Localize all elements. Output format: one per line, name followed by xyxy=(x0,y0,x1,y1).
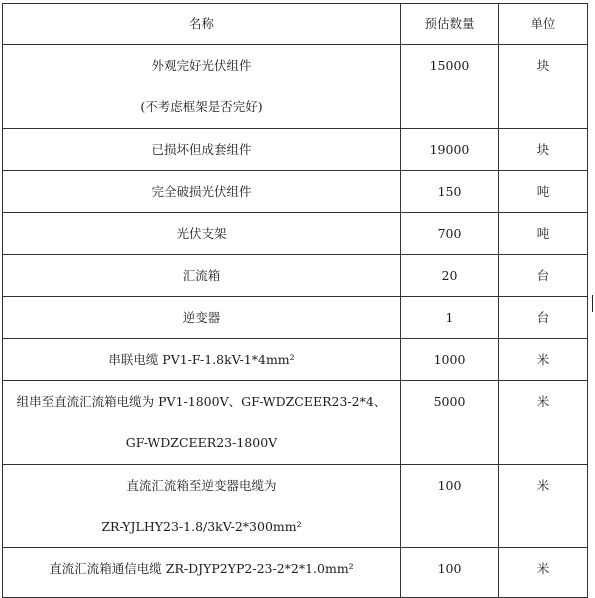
column-header-unit: 单位 xyxy=(499,4,588,45)
item-name: 逆变器 xyxy=(3,297,401,339)
item-quantity: 1000 xyxy=(401,339,499,381)
table-row xyxy=(3,45,588,129)
column-header-quantity: 预估数量 xyxy=(401,4,499,45)
item-unit: 米 xyxy=(499,381,588,465)
inventory-table xyxy=(2,3,588,598)
item-note: (不考虑框架是否完好) xyxy=(140,99,263,114)
item-name: 直流汇流箱通信电缆 ZR-DJYP2YP2-23-2*2*1.0mm² xyxy=(3,548,401,598)
item-unit: 台 xyxy=(499,255,588,297)
item-unit: 米 xyxy=(499,339,588,381)
column-header-name: 名称 xyxy=(3,4,401,45)
item-unit: 米 xyxy=(499,465,588,548)
item-quantity: 19000 xyxy=(401,129,499,171)
item-quantity: 100 xyxy=(401,465,499,548)
item-name-cell xyxy=(3,381,401,465)
item-name: 汇流箱 xyxy=(3,255,401,297)
item-name: 外观完好光伏组件 xyxy=(151,58,252,73)
item-name-continued: ZR-YJLHY23-1.8/3kV-2*300mm² xyxy=(101,519,302,534)
table-row xyxy=(3,548,588,598)
item-quantity: 1 xyxy=(401,297,499,339)
item-quantity: 20 xyxy=(401,255,499,297)
item-name: 组串至直流汇流箱电缆为 PV1-1800V、GF-WDZCEER23-2*4、 xyxy=(16,394,387,409)
table-row xyxy=(3,339,588,381)
table-row xyxy=(3,381,588,465)
item-unit: 吨 xyxy=(499,213,588,255)
item-unit: 吨 xyxy=(499,171,588,213)
table-row xyxy=(3,465,588,548)
item-name: 光伏支架 xyxy=(3,213,401,255)
table-row xyxy=(3,171,588,213)
item-unit: 块 xyxy=(499,45,588,129)
item-unit: 台 xyxy=(499,297,588,339)
item-quantity: 15000 xyxy=(401,45,499,129)
table-row xyxy=(3,255,588,297)
item-unit: 米 xyxy=(499,548,588,598)
item-name-continued: GF-WDZCEER23-1800V xyxy=(125,435,278,450)
item-name: 直流汇流箱至逆变器电缆为 xyxy=(126,478,277,493)
item-quantity: 100 xyxy=(401,548,499,598)
item-name: 串联电缆 PV1-F-1.8kV-1*4mm² xyxy=(3,339,401,381)
header-row xyxy=(3,4,588,45)
item-name-cell xyxy=(3,45,401,129)
item-name-cell xyxy=(3,465,401,548)
edge-mark xyxy=(592,295,593,312)
table-row xyxy=(3,297,588,339)
table-row xyxy=(3,129,588,171)
item-quantity: 5000 xyxy=(401,381,499,465)
item-quantity: 150 xyxy=(401,171,499,213)
item-quantity: 700 xyxy=(401,213,499,255)
item-name: 已损坏但成套组件 xyxy=(3,129,401,171)
table-row xyxy=(3,213,588,255)
item-unit: 块 xyxy=(499,129,588,171)
item-name: 完全破损光伏组件 xyxy=(3,171,401,213)
